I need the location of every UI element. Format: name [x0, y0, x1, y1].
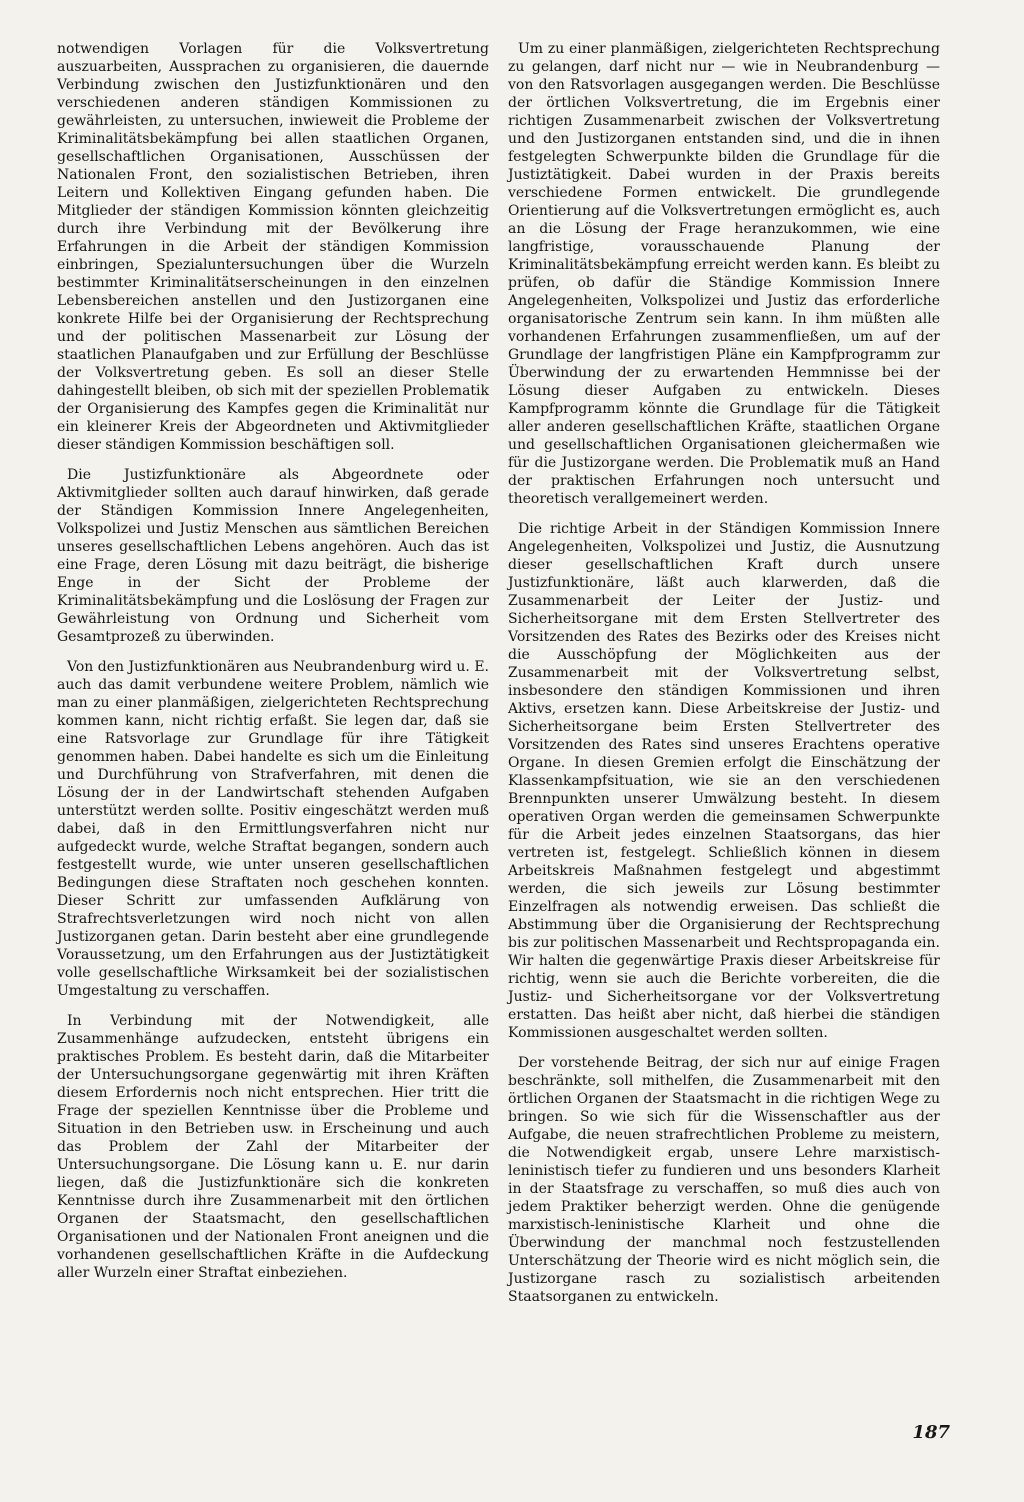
paragraph: In Verbindung mit der Notwendigkeit, alle Zusammenhänge aufzudecken, entsteht übrigens ein praktisches Problem. Es besteht darin, daß die Mitarbeiter der Untersuchungsorgane gegenwärtig mit ihren Kräften diesem Erfordernis noch nicht entsprechen. Hier tritt die Frage der speziellen Kenntnisse über die Probleme und Situation in den Betrieben usw. in Erscheinung und auch das Problem der Zahl der Mitarbeiter der Untersuchungsorgane. Die Lösung kann u. E. nur darin liegen, daß die Justizfunktionäre sich die konkreten Kenntnisse durch ihre Zusammenarbeit mit den örtlichen Organen der Staatsmacht, den gesellschaftlichen Organisationen und der Nationalen Front aneignen und die vorhandenen gesellschaftlichen Kräfte in die Aufdeckung aller Wurzeln einer Straftat einbeziehen. [57, 1013, 489, 1281]
paragraph: Von den Justizfunktionären aus Neubrandenburg wird u. E. auch das damit verbundene weitere Problem, nämlich wie man zu einer planmäßigen, zielgerichteten Rechtsprechung kommen kann, nicht richtig erfaßt. Sie legen dar, daß sie eine Ratsvorlage zur Grundlage für ihre Tätigkeit genommen haben. Dabei handelte es sich um die Einleitung und Durchführung von Strafverfahren, mit denen die Lösung der in der Landwirtschaft stehenden Aufgaben unterstützt werden sollte. Positiv eingeschätzt werden muß dabei, daß in den Ermittlungsverfahren nicht nur aufgedeckt wurde, welche Straftat begangen, sondern auch festgestellt wurde, wie unter unseren gesellschaftlichen Bedingungen diese Straftaten noch geschehen konnten. Dieser Schritt zur umfassenden Aufklärung von Strafrechtsverletzungen wird noch nicht von allen Justizorganen getan. Darin besteht aber eine grundlegende Voraussetzung, um den Erfahrungen aus der Justiztätigkeit volle gesellschaftliche Wirksamkeit bei der sozialistischen Umgestaltung zu verschaffen. [57, 659, 489, 999]
paragraph: Die Justizfunktionäre als Abgeordnete oder Aktivmitglieder sollten auch darauf hinwirken, daß gerade der Ständigen Kommission Innere Angelegenheiten, Volkspolizei und Justiz Menschen aus sämtlichen Bereichen unseres gesellschaftlichen Lebens angehören. Auch das ist eine Frage, deren Lösung mit dazu beiträgt, die bisherige Enge in der Sicht der Probleme der Kriminalitätsbekämpfung und die Loslösung der Fragen zur Gewährleistung von Ordnung und Sicherheit vom Gesamtprozeß zu überwinden. [57, 467, 489, 645]
left-text-column [57, 40, 489, 1294]
paragraph: Die richtige Arbeit in der Ständigen Kommission Innere Angelegenheiten, Volkspolizei und Justiz, die Ausnutzung dieser gesellschaftlichen Kraft durch unsere Justizfunktionäre, läßt auch klarwerden, daß die Zusammenarbeit der Leiter der Justiz- und Sicherheitsorgane mit dem Ersten Stellvertreter des Vorsitzenden des Rates des Bezirks oder des Kreises nicht die Ausschöpfung der Möglichkeiten aus der Zusammenarbeit mit der Volksvertretung selbst, insbesondere den ständigen Kommissionen und ihren Aktivs, ersetzen kann. Diese Arbeitskreise der Justiz- und Sicherheitsorgane beim Ersten Stellvertreter des Vorsitzenden des Rates sind unseres Erachtens operative Organe. In diesen Gremien erfolgt die Einschätzung der Klassenkampfsituation, wie sie an den verschiedenen Brennpunkten unserer Umwälzung besteht. In diesem operativen Organ werden die gemeinsamen Schwerpunkte für die Arbeit jedes einzelnen Staatsorgans, das hier vertreten ist, festgelegt. Schließlich können in diesem Arbeitskreis Maßnahmen festgelegt und abgestimmt werden, die sich jeweils zur Lösung bestimmter Einzelfragen als notwendig erweisen. Das schließt die Abstimmung über die Organisierung der Rechtsprechung bis zur politischen Massenarbeit und Rechtspropaganda ein. Wir halten die gegenwärtige Praxis dieser Arbeitskreise für richtig, wenn sie auch die Berichte vorbereiten, die die Justiz- und Sicherheitsorgane vor der Volksvertretung erstatten. Das heißt aber nicht, daß hierbei die ständigen Kommissionen ausgeschaltet werden sollten. [508, 521, 940, 1041]
paragraph: Um zu einer planmäßigen, zielgerichteten Rechtsprechung zu gelangen, darf nicht nur — wie in Neubrandenburg — von den Ratsvorlagen ausgegangen werden. Die Beschlüsse der örtlichen Volksvertretung, die im Ergebnis einer richtigen Zusammenarbeit zwischen der Volksvertretung und den Justizorganen entstanden sind, und die in ihnen festgelegten Schwerpunkte bilden die Grundlage für die Justiztätigkeit. Dabei wurden in der Praxis bereits verschiedene Formen entwickelt. Die grundlegende Orientierung auf die Volksvertretungen ermöglicht es, auch an die Lösung der Frage heranzukommen, wie eine langfristige, vorausschauende Planung der Kriminalitätsbekämpfung erreicht werden kann. Es bleibt zu prüfen, ob dafür die Ständige Kommission Innere Angelegenheiten, Volkspolizei und Justiz das erforderliche organisatorische Zentrum sein kann. In ihm müßten alle vorhandenen Erfahrungen zusammenfließen, um auf der Grundlage der langfristigen Pläne ein Kampfprogramm zur Überwindung der zu erwartenden Hemmnisse bei der Lösung dieser Aufgaben zu entwickeln. Dieses Kampfprogramm könnte die Grundlage für die Tätigkeit aller anderen gesellschaftlichen Kräfte, staatlichen Organe und gesellschaftlichen Organisationen gleichermaßen wie für die Justizorgane werden. Die Problematik muß an Hand der praktischen Erfahrungen noch untersucht und theoretisch verallgemeinert werden. [508, 41, 940, 507]
paragraph: Der vorstehende Beitrag, der sich nur auf einige Fragen beschränkte, soll mithelfen, die Zusammenarbeit mit den örtlichen Organen der Staatsmacht in die richtigen Wege zu bringen. So wie sich für die Wissenschaftler aus der Aufgabe, die neuen strafrechtlichen Probleme zu meistern, die Notwendigkeit ergab, unsere Lehre marxistisch-leninistisch tiefer zu fundieren und uns besonders Klarheit in der Staatsfrage zu verschaffen, so muß dies auch von jedem Praktiker beherzigt werden. Ohne die genügende marxistisch-leninistische Klarheit und ohne die Überwindung der manchmal noch festzustellenden Unterschätzung der Theorie wird es nicht möglich sein, die Justizorgane rasch zu sozialistisch arbeitenden Staatsorganen zu entwickeln. [508, 1055, 940, 1305]
page-number: 187 [912, 1422, 950, 1443]
right-text-column [508, 40, 940, 1318]
paragraph: notwendigen Vorlagen für die Volksvertretung auszuarbeiten, Aussprachen zu organisieren, die dauernde Verbindung zwischen den Justizfunktionären und den verschiedenen anderen ständigen Kommissionen zu gewährleisten, zu untersuchen, inwieweit die Probleme der Kriminalitätsbekämpfung bei allen staatlichen Organen, gesellschaftlichen Organisationen, Ausschüssen der Nationalen Front, den sozialistischen Betrieben, ihren Leitern und Kollektiven Eingang gefunden haben. Die Mitglieder der ständigen Kommission könnten gleichzeitig durch ihre Verbindung mit der Bevölkerung ihre Erfahrungen in die Arbeit der ständigen Kommission einbringen, Spezialuntersuchungen über die Wurzeln bestimmter Kriminalitätserscheinungen in den einzelnen Lebensbereichen anstellen und den Justizorganen eine konkrete Hilfe bei der Organisierung der Rechtsprechung und der politischen Massenarbeit zur Lösung der staatlichen Planaufgaben und zur Erfüllung der Beschlüsse der Volksvertretung geben. Es soll an dieser Stelle dahingestellt bleiben, ob sich mit der speziellen Problematik der Organisierung des Kampfes gegen die Kriminalität nur ein kleinerer Kreis der Abgeordneten und Aktivmitglieder dieser ständigen Kommission beschäftigen soll. [57, 41, 489, 453]
